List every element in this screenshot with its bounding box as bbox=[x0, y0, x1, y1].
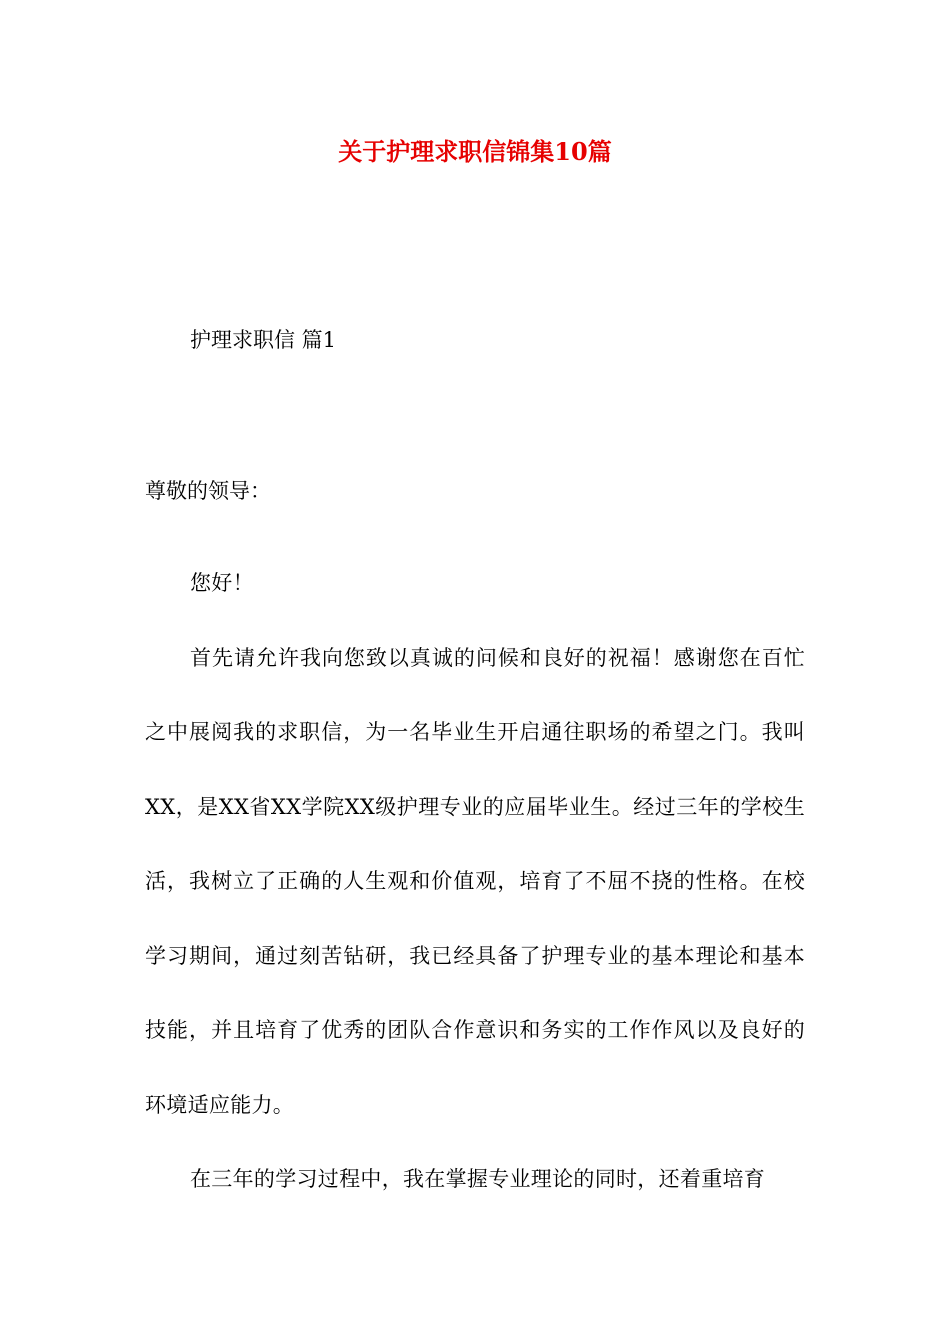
greeting-paragraph: 您好！ bbox=[190, 571, 254, 595]
document-title: 关于护理求职信锦集10篇 bbox=[338, 137, 612, 166]
section-heading: 护理求职信 篇1 bbox=[190, 328, 337, 352]
salutation: 尊敬的领导： bbox=[145, 479, 271, 503]
letter-body bbox=[145, 546, 805, 1217]
introduction-paragraph: 首先请允许我向您致以真诚的问候和良好的祝福！感谢您在百忙之中展阅我的求职信，为一名毕业生开启通往职场的希望之门。我叫XX，是XX省XX学院XX级护理专业的应届毕业生。经过三年的学校生活，我树立了正确的人生观和价值观，培育了不屈不挠的性格。在校学习期间，通过刻苦钻研，我已经具备了护理专业的基本理论和基本技能，并且培育了优秀的团队合作意识和务实的工作作风以及良好的环境适应能力。 bbox=[145, 645, 805, 1117]
study-paragraph: 在三年的学习过程中，我在掌握专业理论的同时，还着重培育 bbox=[190, 1167, 766, 1191]
